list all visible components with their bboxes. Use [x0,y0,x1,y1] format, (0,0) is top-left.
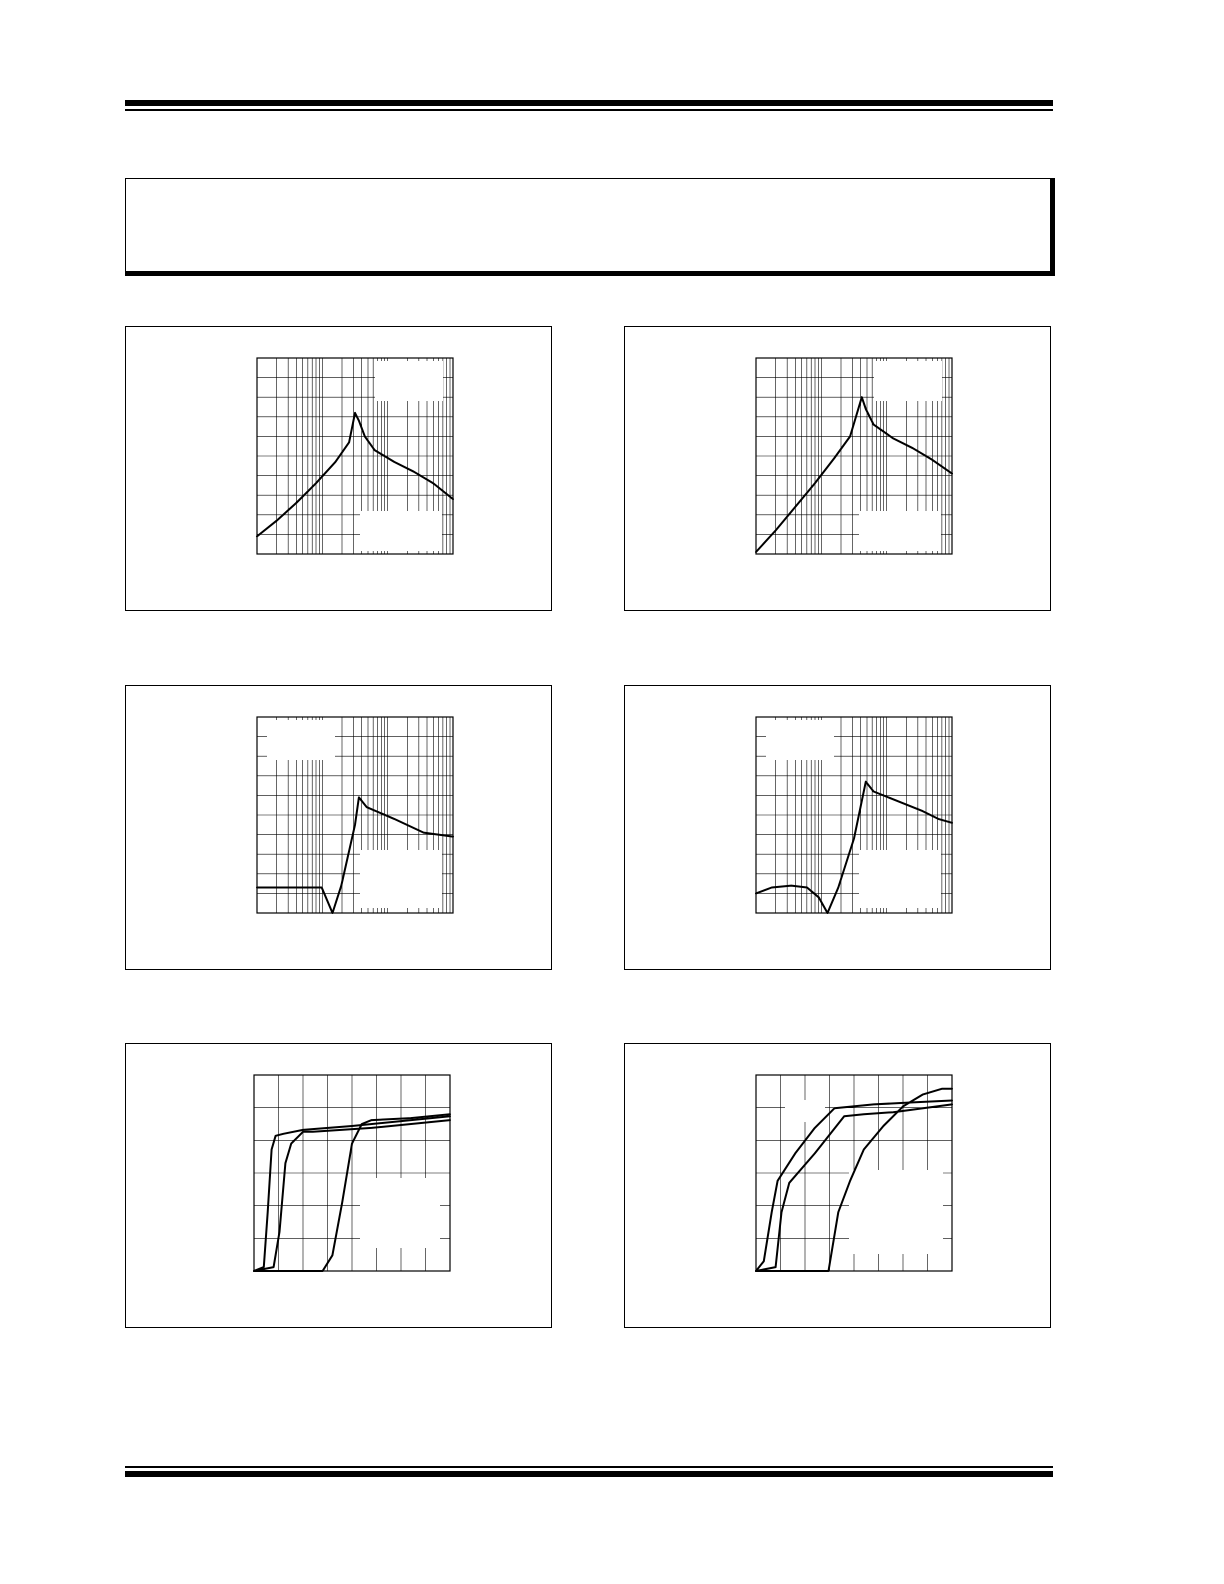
figure-5-plot [126,1044,553,1329]
header-rule-thin [125,109,1053,111]
plot-annotation-area [267,720,335,760]
figure-4-plot [625,686,1052,971]
figure-2-plot [625,327,1052,612]
figure-6-plot [625,1044,1052,1329]
plot-annotation-area [375,361,443,401]
plot-annotation-area [859,850,941,908]
footer-rule-thin [125,1466,1053,1468]
figure-panel-3 [125,685,552,970]
figure-1-plot [126,327,553,612]
footer-rule-thick [125,1471,1053,1477]
figure-panel-4 [624,685,1051,970]
plot-annotation-area [874,361,942,401]
figure-panel-1 [125,326,552,611]
plot-annotation-area [360,1178,440,1248]
header-rule-thick [125,100,1053,106]
plot-annotation-area [360,511,442,551]
figure-panel-6 [624,1043,1051,1328]
plot-annotation-area [849,1170,943,1254]
plot-annotation-area [859,511,941,551]
figure-3-plot [126,686,553,971]
notice-box [125,178,1055,276]
plot-annotation-area [766,720,834,760]
figure-panel-2 [624,326,1051,611]
figure-panel-5 [125,1043,552,1328]
plot-annotation-area [785,1100,825,1122]
plot-annotation-area [360,850,442,908]
